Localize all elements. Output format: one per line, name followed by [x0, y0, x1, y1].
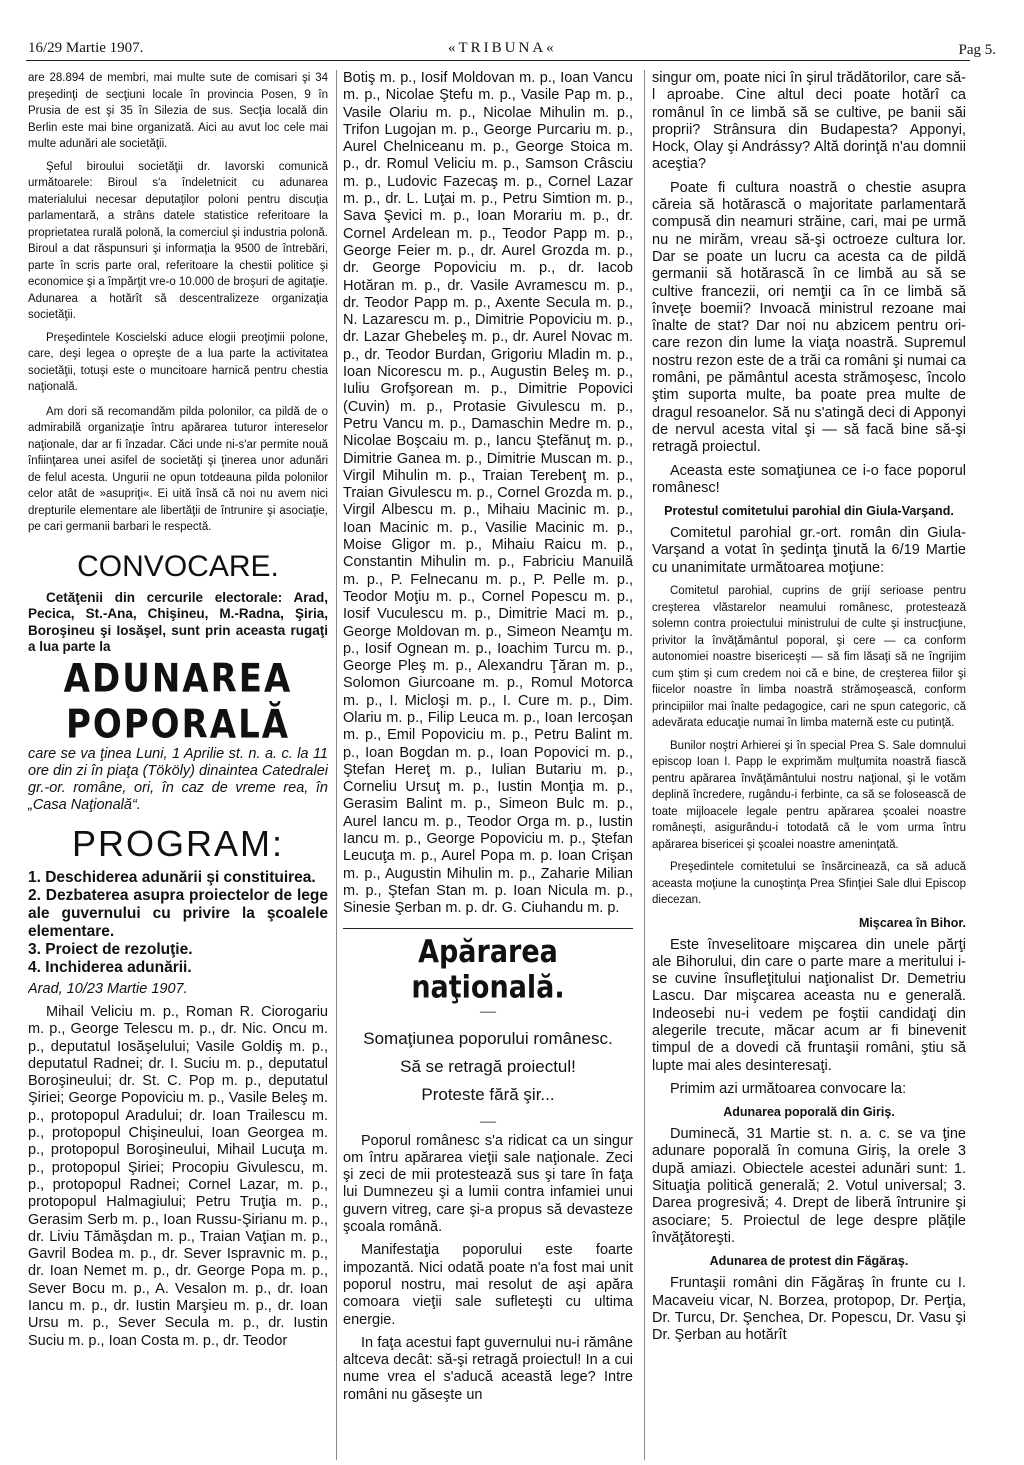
paragraph: Poate fi cultura noastră o chestie asupra căreia să hotărască o majoritate parlamentară compusă din neamuri străine, cari, mai pe urmă nu ne mirăm, vreau să-şi octroeze cultura lor. Dar se poate un lucru ca acesta ca de pildă germanii să hotărască în ce limbă au să se cultive francezii, ori nemţii ca în ce limbă să înveţe boemii? Invoacă ministrul rezoane mai înalte de stat? Dar noi nu abzicem pentru ori-care rezon din lume la viaţa noastră. Supremul nostru rezon este de a trăi ca români şi numai ca români, pe pământul acesta strămoşesc, încolo ştim suporta multe, ba poate prea multe de dragul resoanelor. Să nu s'atingă deci di Apponyi de nervul acesta vital şi — să facă bine să-şi retragă proiectul.	[652, 179, 966, 456]
paragraph: In faţa acestui fapt guvernului nu-i rămâne altceva decât: să-şi retragă proiectul! In a cui nume vrea el s'aducă această lege? Intre români nu găseşte un	[343, 1334, 633, 1403]
convocare-intro: Cetăţenii din cercurile electorale: Arad, Pecica, St.-Ana, Chişineu, M.-Radna, Şiria, Boroşineu şi Iosăşel, sunt prin aceasta rugaţi a lua parte la	[28, 589, 328, 654]
subheading: Somaţiunea poporului românesc.	[363, 1028, 613, 1048]
divider-dash: —	[480, 1112, 496, 1130]
divider-dash: —	[480, 1002, 496, 1020]
aparare-heading: Apărarea naţională.	[411, 933, 565, 1006]
program-heading: PROGRAM:	[71, 822, 284, 864]
program-item: 4. Inchiderea adunării.	[28, 958, 192, 976]
paragraph: Comitetul parohial gr.-ort. român din Giula-Varşand a votat în şedinţa ţinută la 6/19 Martie cu unanimitate următoarea moţiune:	[652, 525, 966, 576]
paragraph: Fruntaşii români din Făgăraş în frunte cu I. Macaveiu vicar, N. Borzea, protopop, Dr. Perţia, Dr. Turcu, Dr. Şenchea, Dr. Popescu, Dr. Vasu şi Dr. Şerban au hotărît	[652, 1275, 966, 1344]
paragraph: Poporul românesc s'a ridicat ca un singur om întru apărarea vieţii sale naţionale. Zeci şi zeci de mii protestează sus şi tare în faţa lui Dumnezeu şi a lumii contra infamiei unui guvern vitreg, care şi-a propus să devasteze şcoala română.	[343, 1132, 633, 1236]
column-divider	[644, 70, 645, 1460]
column-divider	[336, 70, 337, 1460]
paragraph: Este înveselitoare mişcarea din unele părţi ale Bihorului, din care o parte mare a meritului i-se cuvine însufleţitului naţionalist Dr. Demetriu Lascu. Dar mişcarea aceasta nu e generală. Indeosebi nu-i vedem pe foştii candidaţi din alegerile trecute, măcar acum ar fi binevenit timpul de a dovedi că fruntaşii români, ştiu să lupte mai ales desinteresaţi.	[652, 936, 966, 1074]
section-heading: Adunarea poporală din Giriş.	[723, 1105, 895, 1120]
header-rule	[26, 60, 970, 61]
paragraph: Şeful biroului societăţii dr. Iavorski comunică următoarele: Biroul s'a îndeletnicit cu adunarea materialului necesar deputaţilor poloni pentru discuţia parlamentară, a strâns datele statistice referitoare la proprietatea rurală polonă, la comerciul şi industria polonă. Biroul a dat răspunsuri şi informaţia la 9500 de întrebări, parte în scris parte oral, referitoare la chestii politice şi economice şi a împărţit vre-o 10.000 de broşuri de agitaţie. Adunarea a hotărît să descentralizeze organizaţia societăţii.	[28, 160, 328, 321]
paragraph: Am dori să recomandăm pilda polonilor, ca pildă de o admirabilă organizaţie întru apărarea tuturor intereselor naţionale, dar ar fi înzadar. Căci unde ni-s'ar permite nouă înfiinţarea unei asifel de societăţi şi ţinerea unor adunări de felul acesta. Ungurii ne opun totdeauna pilda polonilor celor atât de »asupriţi«. Ei uită însă că noi nu avem nici drepturile elementare ale libertăţii de întrunire şi asociaţie, pe cari germanii barbari le respectă.	[28, 405, 328, 533]
paragraph: Duminecă, 31 Martie st. n. a. c. se va ţine adunare poporală în comuna Giriş, la orele 3 după amiazi. Obiectele acestei adunări sunt: 1. Situaţia politică generală; 2. Votul universal; 3. Darea progresivă; 4. Drept de liberă întrunire şi asociare; 5. Proiectul de lege despre plăţile învăţătoreşti.	[652, 1126, 966, 1246]
paragraph: are 28.894 de membri, mai multe sute de comisari şi 34 preşedinţi de secţiuni locale în provincia Posen, 9 în Prusia de est şi 35 în Silezia de sus. Secţia locală din Berlin este mai bine organizată. Aici au avut loc cele mai multe adunări ale societăţii.	[28, 72, 328, 150]
paragraph: Preşedintele Koscielski aduce elogii preoţimii polone, care, deşi legea o opreşte de a lua parte la activitatea societăţii, totuşi este o muncitoare harnică pentru chestia naţională.	[28, 331, 328, 393]
adunarea-poporala-heading: ADUNAREA POPORALĂ	[63, 655, 293, 748]
program-item: 2. Dezbaterea asupra proiectelor de lege ale guvernului cu privire la şcoalele elementare.	[28, 886, 328, 940]
column-3	[652, 70, 966, 1460]
paragraph: Preşedintele comitetului se însărcinează, ca să aducă aceasta moţiune la cunoştinţa Prea Sfinţiei Sale dlui Episcop diecezan.	[652, 861, 966, 907]
page-number: Pag 5.	[958, 42, 996, 58]
paragraph: singur om, poate nici în şirul trădătorilor, care să-l aproabe. Cine altul deci poate hotărî ca românul în ce limbă să se cultive, pe banii săi proprii? Strânsura din Budapesta? Apponyi, Hock, Olay şi Andrássy? Altă dorinţă n'au domnii aceştia?	[652, 70, 966, 173]
column-2	[343, 70, 633, 1460]
section-rule	[343, 928, 633, 929]
paragraph: Comitetul parohial, cuprins de grijí serioase pentru creşterea vlăstarelor neamului românesc, protestează solemn contra proiectului ministrului de culte şi instrucţiune, privitor la învăţământul poporal, şi cere — ca conform autonomiei noastre bisericeşti — să fim lăsaţi să ne îngrijim cum ştim şi cum credem noi că e bine, de creşterea fiilor şi fiicelor noastre în limba noastră strămoşească, conform principiilor mai înalte pedagogice, cari ne spun categoric, că adevărata educaţie numai în limba maternă este cu putinţă.	[652, 585, 966, 730]
subheading: Să se retragă proiectul!	[400, 1056, 576, 1076]
meeting-details: care se va ţinea Luni, 1 Aprilie st. n. a. c. la 11 ore din zi în piaţa (Tököly) dinaintea Catedralei gr.-or. române, ori, în caz de vreme rea, în „Casa Naţională“.	[28, 745, 328, 814]
paragraph: Manifestaţia poporului este foarte impozantă. Nici odată poate n'a fost mai unit poporul nostru, mai resolut de aşi apăra comoara vieţii sale sufleteşti cu ultima energie.	[343, 1242, 633, 1328]
convocare-heading: CONVOCARE.	[77, 549, 279, 583]
paragraph: Aceasta este somaţiunea ce i-o face poporul românesc!	[652, 462, 966, 496]
subheading: Proteste fără şir...	[421, 1084, 555, 1104]
signatories: Mihail Veliciu m. p., Roman R. Ciorogariu m. p., George Telescu m. p., dr. Nic. Oncu m. p., deputatul Iosăşelului; Vasile Goldiş m. p., deputatul Radnei; dr. I. Suciu m. p., deputatul Boroşineului; dr. St. C. Pop m. p., deputatul Şiriei; George Popoviciu m. p., Vasile Beleş m. p., protopopul Aradului; dr. Ioan Trailescu m. p., protopopul Chişineului, Ioan Georgea m. p., protopopul Boroşineului, Mihail Lucuţa m. p., protopopul Şiriei; Procopiu Givulescu, m. p., protopopul Radnei; Cornel Lazar, m. p., protopopul Halmagiului; Petru Truţia m. p., Gerasim Serb m. p., Ioan Russu-Şirianu m. p., dr. Liviu Tămăşdan m. p., Traian Vaţian m. p., Gavril Bodea m. p., dr. Sever Ispravnic m. p., dr. Ioan Nemet m. p., dr. George Popa m. p., Sever Bocu m. p., A. Vesalon m. p., dr. Ioan Iancu m. p., dr. Iustin Marşieu m. p., dr. Ioan Ursu m. p., Sever Secula m. p., dr. Iustin Suciu m. p., Ioan Costa m. p., dr. Teodor	[28, 1003, 328, 1349]
section-heading: Adunarea de protest din Făgăraş.	[709, 1254, 909, 1269]
section-heading: Protestul comitetului parohial din Giula-Varşand.	[664, 504, 954, 519]
program-item: 1. Deschiderea adunării şi constituirea.	[28, 868, 316, 886]
column-1	[28, 70, 328, 1460]
signatories-continued: Botiş m. p., Iosif Moldovan m. p., Ioan Vancu m. p., Nicolae Ştefu m. p., Vasile Pap m. p., Vasile Olariu m. p., Nicolae Mihulin m. p., Trifon Lugojan m. p., George Purcariu m. p., Aurel Chelniceanu m. p., George Stoica m. p., dr. Romul Veliciu m. p., Samson Crâsciu m. p., Ludovic Fazecaş m. p., Cornel Lazar m. p., dr. L. Luţai m. p., Petru Simtion m. p., Sava Şevici m. p., Ioan Morariu m. p., dr. Cornel Ardelean m. p., Teodor Papp m. p., George Feier m. p., dr. Aurel Grozda m. p., dr. George Popoviciu m. p., dr. Iacob Hotăran m. p., dr. Vasile Avramescu m. p., dr. Teodor Papp m. p., Axente Secula m. p., N. Lazarescu m. p., Dimitrie Popoviciu m. p., dr. Lazar Ghebeleş m. p., dr. Aurel Novac m. p., dr. Teodor Burdan, Grigoriu Mladin m. p., Ioan Nicorescu m. p., Augustin Beleş m. p., Iuliu Grofşorean m. p., Dimitrie Popovici (Cuvin) m. p., Protasie Givulescu m. p., Petru Vancu m. p., Damaschin Medre m. p., Nicolae Boşcaiu m. p., Iancu Ştefănuţ m. p., Dimitrie Ganea m. p., Dimitrie Muscan m. p., Virgil Mihulin m. p., Traian Terebenţ m. p., Traian Givulescu m. p., Cornel Grozda m. p., Virgil Albescu m. p., Mihaiu Macinic m. p., Ioan Macinic m. p., Vasilie Macinic m. p., Moise Gligor m. p., Mihaiu Raicu m. p., Constantin Mihulin m. p., Fabriciu Manuilă m. p., P. Felnecanu m. p., P. Pelle m. p., Teodor Moţiu m. p., Cornel Popescu m. p., Iosif Vuculescu m. p., Dimitrie Maci m. p., George Moldovan m. p., Simeon Neamţu m. p., Iosif Ognean m. p., Ioachim Turcu m. p., George Pleş m. p., Alexandru Ţăran m. p., Solomon Giurcoane m. p., Romul Motorca m. p., I. Micloşi m. p., I. Cure m. p., Dim. Olariu m. p., Filip Leuca m. p., Ioan Iercoşan m. p., Emil Popoviciu m. p., Petru Balint m. p., Ioan Bogdan m. p., Ioan Popovici m. p., Ştefan Hereţ m. p., Iulian Butariu m. p., Corneliu Ursuţ m. p., Iustin Monţia m. p., Gerasim Balint m. p., Simeon Bulc m. p., Aurel Iancu m. p., Teodor Orga m. p., Iustin Iancu m. p., George Popoviciu m. p., Ştefan Leucuţa m. p., Aurel Popa m. p. Ioan Crişan m. p., Augustin Mihulin m. p., Zaharie Milian m. p., Ştefan Stan m. p. Ioan Nicula m. p., Sinesie Şerban m. p. dr. G. Ciuhandu m. p.	[343, 70, 633, 917]
issue-date: 16/29 Martie 1907.	[28, 40, 144, 56]
section-heading: Mişcarea în Bihor.	[859, 915, 966, 930]
paragraph: Bunilor noştri Arhierei şi în special Prea S. Sale domnului episcop Ioan I. Papp le exprimăm mulţumita noastră fiască pentru apărarea învăţământului nostru naţional, şi le votăm deplină încredere, rugându-i ferbinte, ca să se folosească de toate mijloacele legale pentru apărarea şcoalei noastre româneşti, asigurându-i totodată că le vom urma întru apărarea bisericei şi şcoalei noastre ameninţată.	[652, 739, 966, 851]
paragraph: Primim azi următoarea convocare la:	[670, 1080, 907, 1097]
place-date: Arad, 10/23 Martie 1907.	[28, 980, 188, 997]
program-item: 3. Proiect de rezoluţie.	[28, 940, 193, 958]
newspaper-title: «TRIBUNA«	[448, 40, 557, 56]
